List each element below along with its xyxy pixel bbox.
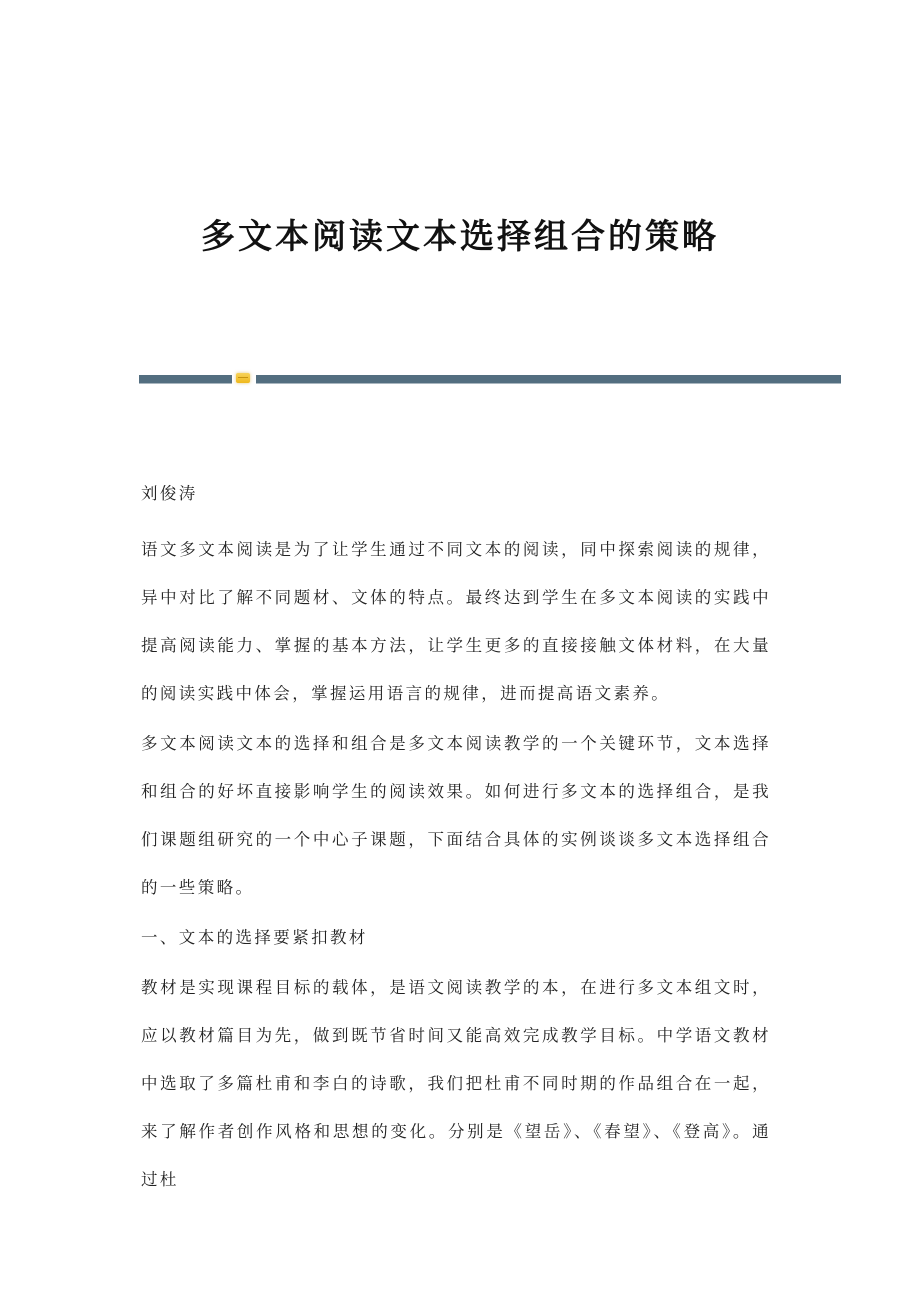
section-heading: 一、文本的选择要紧扣教材 xyxy=(141,928,368,947)
document-title: 多文本阅读文本选择组合的策略 xyxy=(201,216,719,257)
paragraph-textbook: 教材是实现课程目标的载体，是语文阅读教学的本，在进行多文本组文时，应以教材篇目为先，做到既节省时间又能高效完成教学目标。中学语文教材中选取了多篇杜甫和李白的诗歌，我们把杜甫不同时期的作品组合在一起，来了解作者创作风格和思想的变化。分别是《望岳》、《春望》、《登高》。通过杜 xyxy=(141,978,771,1189)
paragraph-intro: 语文多文本阅读是为了让学生通过不同文本的阅读，同中探索阅读的规律，异中对比了解不同题材、文体的特点。最终达到学生在多文本阅读的实践中提高阅读能力、掌握的基本方法，让学生更多的直接接触文体材料，在大量的阅读实践中体会，掌握运用语言的规律，进而提高语文素养。 xyxy=(141,540,771,703)
divider-ornament-icon xyxy=(236,373,250,383)
divider-bar-right xyxy=(256,375,841,384)
divider-bar-left xyxy=(139,375,232,384)
title-divider xyxy=(139,375,841,385)
author-name: 刘俊涛 xyxy=(141,484,198,503)
document-body xyxy=(141,470,771,1206)
paragraph-selection: 多文本阅读文本的选择和组合是多文本阅读教学的一个关键环节，文本选择和组合的好坏直接影响学生的阅读效果。如何进行多文本的选择组合，是我们课题组研究的一个中心子课题，下面结合具体的实例谈谈多文本选择组合的一些策略。 xyxy=(141,734,771,897)
